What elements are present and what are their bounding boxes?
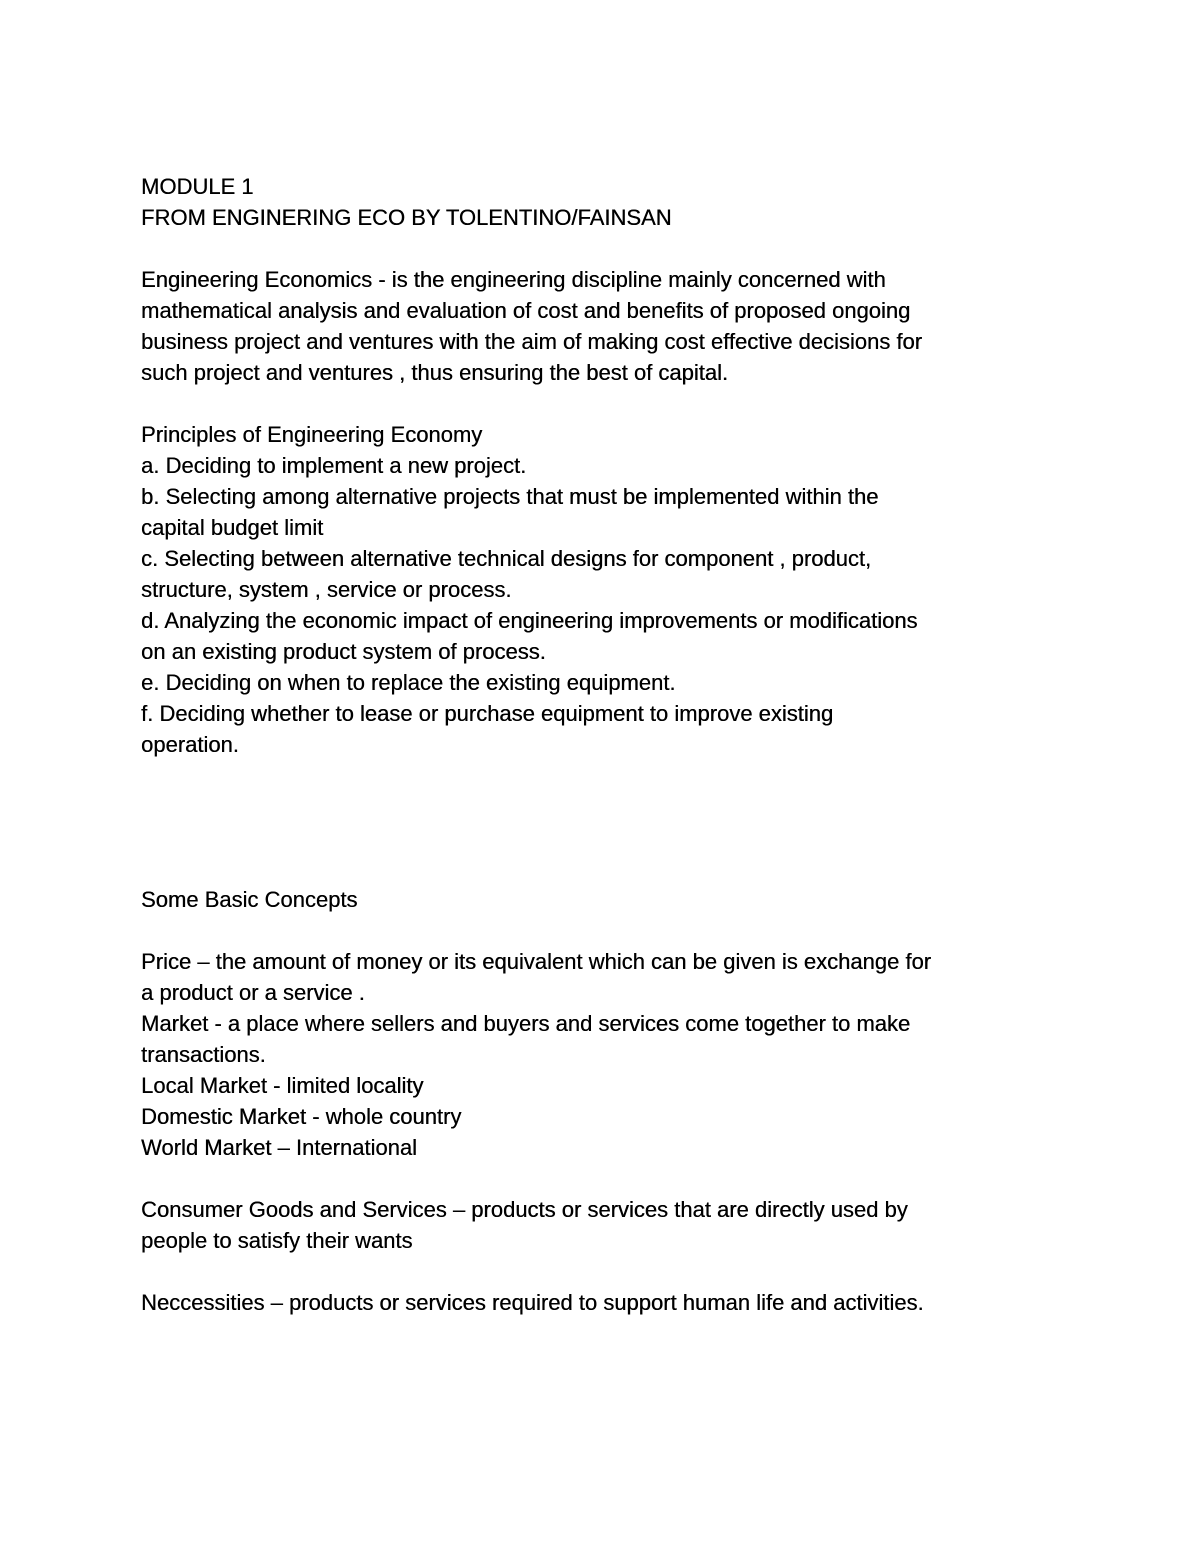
principle-line: a. Deciding to implement a new project.: [141, 453, 527, 478]
definition-line: such project and ventures , thus ensuring the best of capital.: [141, 360, 729, 385]
consumer-goods-line: people to satisfy their wants: [141, 1228, 413, 1253]
concept-line: a product or a service .: [141, 980, 365, 1005]
principle-line: capital budget limit: [141, 515, 324, 540]
principle-line: operation.: [141, 732, 239, 757]
principle-line: c. Selecting between alternative technical designs for component , product,: [141, 546, 872, 571]
principle-line: on an existing product system of process.: [141, 639, 546, 664]
concept-line: transactions.: [141, 1042, 266, 1067]
concepts-heading: Some Basic Concepts: [141, 887, 358, 912]
definition-line: Engineering Economics - is the engineering discipline mainly concerned with: [141, 267, 886, 292]
concept-line: Domestic Market - whole country: [141, 1104, 462, 1129]
source-line: FROM ENGINERING ECO BY TOLENTINO/FAINSAN: [141, 205, 672, 230]
principles-section: [141, 419, 1081, 760]
concept-line: Price – the amount of money or its equivalent which can be given is exchange for: [141, 949, 932, 974]
concept-line: World Market – International: [141, 1135, 417, 1160]
concept-line: Market - a place where sellers and buyers and services come together to make: [141, 1011, 911, 1036]
principles-heading: Principles of Engineering Economy: [141, 422, 483, 447]
definition-paragraph: [141, 264, 1081, 388]
concept-line: Local Market - limited locality: [141, 1073, 424, 1098]
principle-line: d. Analyzing the economic impact of engineering improvements or modifications: [141, 608, 918, 633]
principle-line: f. Deciding whether to lease or purchase equipment to improve existing: [141, 701, 834, 726]
principle-line: structure, system , service or process.: [141, 577, 512, 602]
module-title: MODULE 1: [141, 174, 254, 199]
necessities-line: Neccessities – products or services required to support human life and activities.: [141, 1290, 924, 1315]
consumer-goods-line: Consumer Goods and Services – products or services that are directly used by: [141, 1197, 908, 1222]
definition-line: mathematical analysis and evaluation of cost and benefits of proposed ongoing: [141, 298, 911, 323]
principle-line: e. Deciding on when to replace the existing equipment.: [141, 670, 676, 695]
definition-line: business project and ventures with the aim of making cost effective decisions for: [141, 329, 922, 354]
document-page: [141, 171, 1081, 1318]
concepts-section: [141, 884, 1081, 1318]
principle-line: b. Selecting among alternative projects that must be implemented within the: [141, 484, 879, 509]
